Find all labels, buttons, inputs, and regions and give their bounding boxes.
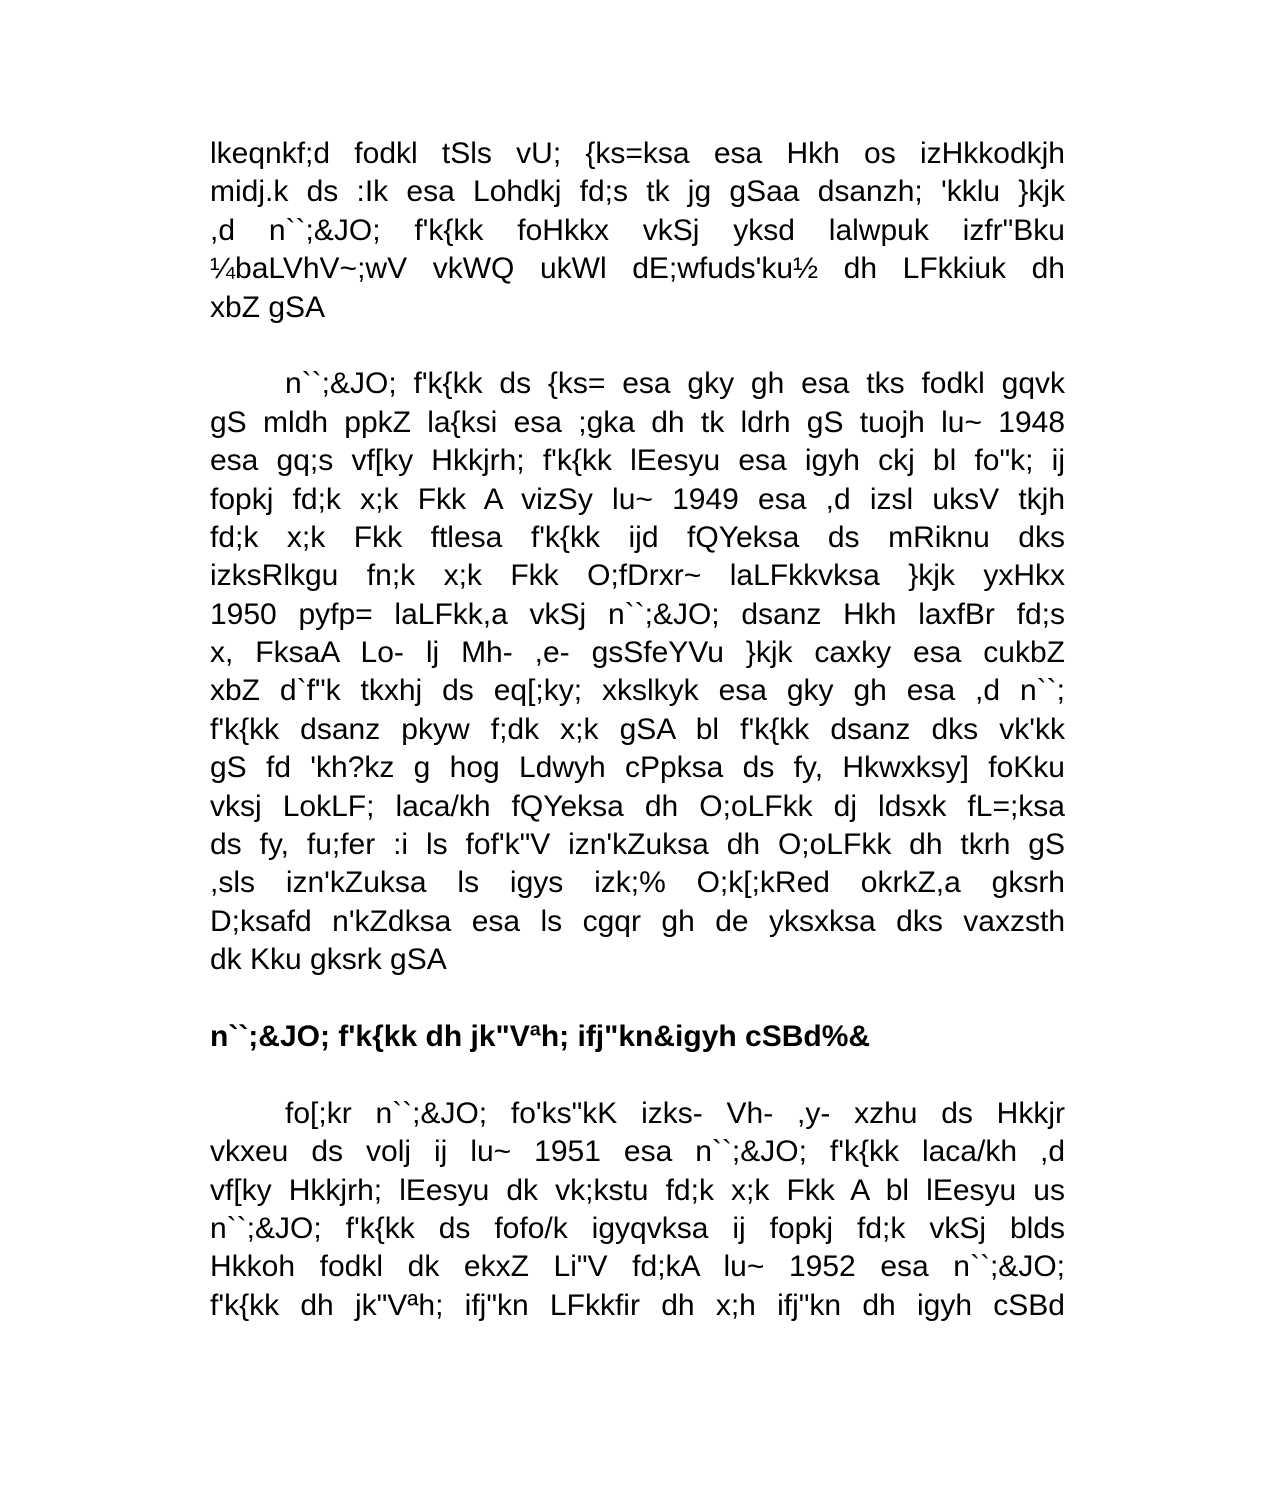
text-line: vf[ky Hkkjrh; lEesyu dk vk;kstu fd;k x;k Fkk A bl lEesyu us [210, 1173, 1065, 1207]
text-line: gS mldh ppkZ la{ksi esa ;gka dh tk ldrh gS tuojh lu~ 1948 [210, 405, 1065, 439]
text-line: midj.k ds :Ik esa Lohdkj fd;s tk jg gSaa dsanzh; 'kklu }kjk [210, 175, 1065, 209]
text-line: ,d n``;&JO; f'k{kk foHkkx vkSj yksd lalwpuk izfr"Bku [210, 213, 1065, 247]
section-heading: n``;&JO; f'k{kk dh jk"Vªh; ifj"kn&igyh cSBd%& [210, 1019, 871, 1053]
paragraph-1 [210, 135, 1065, 327]
text-line: xbZ d`f"k tkxhj ds eq[;ky; xkslkyk esa gky gh esa ,d n``; [210, 674, 1065, 708]
text-line: vkxeu ds volj ij lu~ 1951 esa n``;&JO; f'k{kk laca/kh ,d [210, 1135, 1065, 1169]
paragraph-gap [210, 327, 1065, 365]
text-line: n``;&JO; f'k{kk ds {ks= esa gky gh esa tks fodkl gqvk [285, 367, 1065, 401]
text-line: f'k{kk dh jk"Vªh; ifj"kn LFkkfir dh x;h ifj"kn dh igyh cSBd [210, 1288, 1065, 1322]
text-line: fopkj fd;k x;k Fkk A vizSy lu~ 1949 esa ,d izsl uksV tkjh [210, 482, 1065, 516]
text-line: fd;k x;k Fkk ftlesa f'k{kk ijd fQYeksa ds mRiknu dks [210, 520, 1065, 554]
text-line: izksRlkgu fn;k x;k Fkk O;fDrxr~ laLFkkvksa }kjk yxHkx [210, 559, 1065, 593]
paragraph-gap [210, 1056, 1065, 1094]
text-line: dk Kku gksrk gSA [210, 943, 447, 977]
text-line: fo[;kr n``;&JO; fo'ks"kK izks- Vh- ,y- xzhu ds Hkkjr [285, 1096, 1065, 1130]
text-line: x, FksaA Lo- lj Mh- ,e- gsSfeYVu }kjk caxky esa cukbZ [210, 636, 1065, 670]
text-line: xbZ gSA [210, 290, 326, 324]
text-line: gS fd 'kh?kz g hog Ldwyh cPpksa ds fy, Hkwxksy] foKku [210, 751, 1065, 785]
text-line: ds fy, fu;fer :i ls fof'k"V izn'kZuksa dh O;oLFkk dh tkrh gS [210, 828, 1065, 862]
paragraph-2 [210, 365, 1065, 979]
text-line: lkeqnkf;d fodkl tSls vU; {ks=ksa esa Hkh os izHkkodkjh [210, 137, 1065, 170]
text-line: vksj LokLF; laca/kh fQYeksa dh O;oLFkk dj ldsxk fL=;ksa [210, 789, 1065, 823]
text-line: n``;&JO; f'k{kk ds fofo/k igyqvksa ij fopkj fd;k vkSj blds [210, 1211, 1065, 1245]
document-page [210, 135, 1065, 1325]
paragraph-3 [210, 1095, 1065, 1325]
text-line: f'k{kk dsanz pkyw f;dk x;k gSA bl f'k{kk dsanz dks vk'kk [210, 712, 1065, 746]
text-line: Hkkoh fodkl dk ekxZ Li"V fd;kA lu~ 1952 esa n``;&JO; [210, 1250, 1065, 1284]
text-line: ,sls izn'kZuksa ls igys izk;% O;k[;kRed okrkZ,a gksrh [210, 866, 1065, 900]
paragraph-gap [210, 980, 1065, 1018]
text-line: ¼baLVhV~;wV vkWQ ukWl dE;wfuds'ku½ dh LFkkiuk dh [210, 252, 1065, 286]
text-line: 1950 pyfp= laLFkk,a vkSj n``;&JO; dsanz Hkh laxfBr fd;s [210, 597, 1065, 631]
text-line: D;ksafd n'kZdksa esa ls cgqr gh de yksxksa dks vaxzsth [210, 904, 1065, 938]
text-line: esa gq;s vf[ky Hkkjrh; f'k{kk lEesyu esa igyh ckj bl fo"k; ij [210, 444, 1065, 478]
